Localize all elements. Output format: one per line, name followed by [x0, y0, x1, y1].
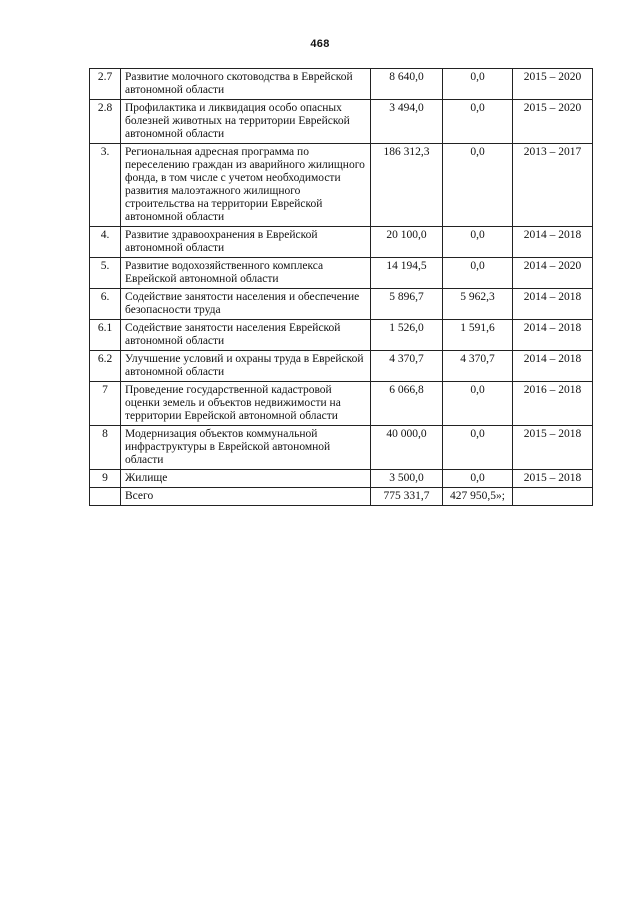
amount-1-cell: 20 100,0 [371, 227, 443, 258]
program-name-cell: Региональная адресная программа по переселению граждан из аварийного жилищного фонда, в том числе с учетом необходимости развития малоэтажного жилищного строительства на территории Еврейской автономной области [121, 144, 371, 227]
amount-1-cell: 8 640,0 [371, 69, 443, 100]
amount-1-cell: 775 331,7 [371, 488, 443, 506]
row-number-cell: 5. [90, 258, 121, 289]
amount-2-cell: 0,0 [443, 100, 513, 144]
period-cell: 2015 – 2018 [513, 426, 593, 470]
period-cell: 2016 – 2018 [513, 382, 593, 426]
amount-2-cell: 0,0 [443, 470, 513, 488]
program-name-cell: Профилактика и ликвидация особо опасных болезней животных на территории Еврейской автономной области [121, 100, 371, 144]
row-number-cell: 4. [90, 227, 121, 258]
program-name-cell: Всего [121, 488, 371, 506]
table-row [90, 227, 593, 258]
row-number-cell: 6.2 [90, 351, 121, 382]
table-row [90, 289, 593, 320]
table-row [90, 100, 593, 144]
period-cell: 2014 – 2018 [513, 320, 593, 351]
amount-2-cell: 0,0 [443, 426, 513, 470]
amount-2-cell: 427 950,5»; [443, 488, 513, 506]
row-number-cell: 3. [90, 144, 121, 227]
amount-2-cell: 0,0 [443, 144, 513, 227]
amount-1-cell: 6 066,8 [371, 382, 443, 426]
program-funding-table [89, 68, 593, 506]
period-cell [513, 488, 593, 506]
row-number-cell: 8 [90, 426, 121, 470]
amount-1-cell: 4 370,7 [371, 351, 443, 382]
period-cell: 2015 – 2018 [513, 470, 593, 488]
total-row [90, 488, 593, 506]
row-number-cell: 2.8 [90, 100, 121, 144]
period-cell: 2015 – 2020 [513, 100, 593, 144]
table-body [90, 69, 593, 506]
amount-1-cell: 186 312,3 [371, 144, 443, 227]
amount-2-cell: 0,0 [443, 382, 513, 426]
period-cell: 2014 – 2018 [513, 351, 593, 382]
amount-2-cell: 0,0 [443, 69, 513, 100]
page-number: 468 [310, 38, 330, 50]
program-name-cell: Улучшение условий и охраны труда в Еврейской автономной области [121, 351, 371, 382]
table-row [90, 470, 593, 488]
row-number-cell: 9 [90, 470, 121, 488]
period-cell: 2014 – 2018 [513, 289, 593, 320]
row-number-cell: 6.1 [90, 320, 121, 351]
program-name-cell: Развитие молочного скотоводства в Еврейской автономной области [121, 69, 371, 100]
amount-2-cell: 5 962,3 [443, 289, 513, 320]
period-cell: 2015 – 2020 [513, 69, 593, 100]
amount-2-cell: 4 370,7 [443, 351, 513, 382]
amount-1-cell: 1 526,0 [371, 320, 443, 351]
program-name-cell: Проведение государственной кадастровой оценки земель и объектов недвижимости на территории Еврейской автономной области [121, 382, 371, 426]
program-name-cell: Развитие здравоохранения в Еврейской автономной области [121, 227, 371, 258]
program-name-cell: Содействие занятости населения Еврейской автономной области [121, 320, 371, 351]
period-cell: 2014 – 2018 [513, 227, 593, 258]
amount-2-cell: 0,0 [443, 227, 513, 258]
row-number-cell: 2.7 [90, 69, 121, 100]
row-number-cell: 7 [90, 382, 121, 426]
table-row [90, 351, 593, 382]
amount-2-cell: 0,0 [443, 258, 513, 289]
program-name-cell: Модернизация объектов коммунальной инфраструктуры в Еврейской автономной области [121, 426, 371, 470]
table-row [90, 258, 593, 289]
amount-1-cell: 40 000,0 [371, 426, 443, 470]
program-name-cell: Жилище [121, 470, 371, 488]
amount-1-cell: 5 896,7 [371, 289, 443, 320]
program-name-cell: Развитие водохозяйственного комплекса Еврейской автономной области [121, 258, 371, 289]
amount-2-cell: 1 591,6 [443, 320, 513, 351]
row-number-cell: 6. [90, 289, 121, 320]
row-number-cell [90, 488, 121, 506]
table-row [90, 69, 593, 100]
table-row [90, 320, 593, 351]
period-cell: 2014 – 2020 [513, 258, 593, 289]
period-cell: 2013 – 2017 [513, 144, 593, 227]
table-row [90, 382, 593, 426]
table-row [90, 144, 593, 227]
amount-1-cell: 3 494,0 [371, 100, 443, 144]
table-row [90, 426, 593, 470]
amount-1-cell: 14 194,5 [371, 258, 443, 289]
program-name-cell: Содействие занятости населения и обеспечение безопасности труда [121, 289, 371, 320]
amount-1-cell: 3 500,0 [371, 470, 443, 488]
